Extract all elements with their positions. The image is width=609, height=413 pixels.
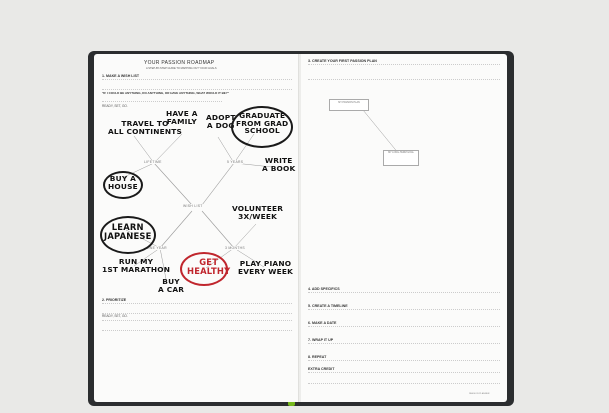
wish-marathon: RUN MY 1ST MARATHON <box>102 257 171 274</box>
section-timeline: 5. CREATE A TIMELINE <box>308 304 348 308</box>
node-one-year: ONE YEAR <box>147 246 167 250</box>
wish-piano: PLAY PIANO EVERY WEEK <box>238 259 294 276</box>
prioritize-paragraph <box>102 303 292 314</box>
section-make-wish-list: 1. MAKE A WISH LIST <box>102 74 140 78</box>
repeat-paragraph <box>308 360 500 365</box>
date-paragraph <box>308 326 500 334</box>
extra-credit-heading: EXTRA CREDIT <box>308 367 335 371</box>
section-wrap-up: 7. WRAP IT UP <box>308 338 334 342</box>
long-term-goal-label: MY LONG-TERM GOAL <box>388 151 414 154</box>
wish-book: WRITE A BOOK <box>262 156 296 173</box>
ready-label-2: READY, SET, GO. <box>102 314 128 318</box>
section-add-specifics: 4. ADD SPECIFICS <box>308 287 340 291</box>
node-5-years: 5 YEARS <box>227 160 244 164</box>
extra-credit-paragraph <box>308 372 500 384</box>
section-make-date: 6. MAKE A DATE <box>308 321 337 325</box>
node-wish-list: WISH LIST <box>183 204 203 208</box>
wrap-paragraph <box>308 343 500 351</box>
ready-paragraph <box>102 320 292 331</box>
specifics-paragraph <box>308 292 500 300</box>
page-subtitle: A STEP-BY-STEP GUIDE TO MAPPING OUT YOUR GOALS <box>146 67 217 70</box>
node-lifetime: LIFETIME <box>144 160 162 164</box>
footer-brand: PASSION PLANNER <box>469 393 490 395</box>
section-prioritize: 2. PRIORITIZE <box>102 298 127 302</box>
wish-japanese: LEARN JAPANESE <box>104 222 152 241</box>
page-title: YOUR PASSION ROADMAP <box>144 60 215 66</box>
wish-dog: ADOPT A DOG <box>206 113 236 130</box>
wish-volunteer: VOLUNTEER 3X/WEEK <box>232 204 284 221</box>
left-page <box>94 54 300 402</box>
passion-plan-label: MY PASSION PLAN <box>338 101 360 104</box>
node-3-months: 3 MONTHS <box>225 246 245 250</box>
timeline-paragraph <box>308 309 500 317</box>
wish-prompt: "IF I COULD BE ANYTHING, DO ANYTHING, OR HAVE ANYTHING, WHAT WOULD IT BE?" <box>102 91 230 95</box>
ready-label: READY, SET, GO. <box>102 104 128 108</box>
section-passion-plan: 3. CREATE YOUR FIRST PASSION PLAN <box>308 59 377 63</box>
wish-travel: TRAVEL TO ALL CONTINENTS <box>108 119 182 136</box>
right-page <box>301 54 507 402</box>
wish-house: BUY A HOUSE <box>108 174 138 191</box>
wish-car: BUY A CAR <box>158 277 185 294</box>
wish-graduate: GRADUATE FROM GRAD SCHOOL <box>236 111 289 136</box>
wish-healthy: GET HEALTHY <box>187 257 231 276</box>
wish-family: HAVE A FAMILY <box>166 109 198 126</box>
section-repeat: 8. REPEAT <box>308 355 327 359</box>
